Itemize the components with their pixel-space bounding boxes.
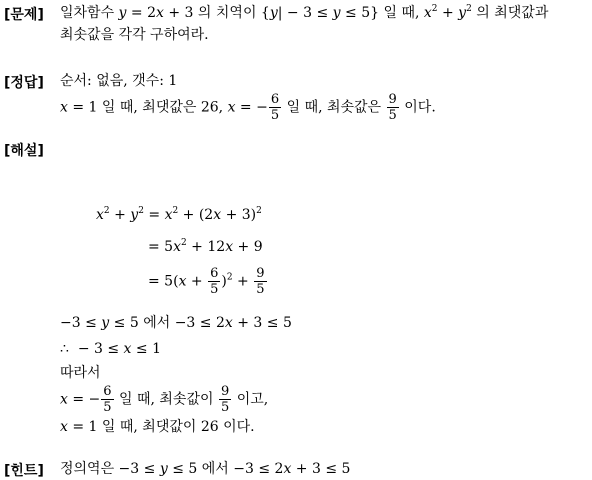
fraction-nine-fifths: $\frac{9}{5}$	[220, 384, 230, 415]
solution-min-line	[60, 384, 268, 415]
solution-min-text-a: 일 때, 최솟값이	[114, 391, 218, 408]
solution-therefore-line	[60, 340, 161, 358]
solution-range-text: 에서	[138, 315, 175, 331]
problem-text-d: 의 최댓값과	[471, 5, 549, 21]
answer-text-b: 일 때, 최솟값은	[282, 99, 386, 116]
fraction-nine-fifths: $\frac{9}{5}$	[256, 266, 265, 297]
hint-line	[60, 460, 350, 478]
solution-min-text-b: 이고,	[232, 391, 269, 408]
answer-text-a: 일 때, 최댓값은 26,	[97, 99, 228, 116]
y-range: −3 ≤ y ≤ 5	[60, 315, 139, 331]
problem-label: [문제]	[4, 7, 44, 23]
fraction-six-fifths: $\frac{6}{5}$	[270, 92, 280, 123]
fraction-six-fifths: $\frac{6}{5}$	[210, 266, 219, 297]
hint-text-a: 정의역은	[60, 461, 119, 477]
min-x: x = −	[60, 391, 101, 408]
answer-text-c: 이다.	[399, 99, 436, 116]
answer-x-min: x = −	[227, 99, 268, 116]
solution-eq-3: = 5(x + $\frac{6}{5}$ )$^2$ + $\frac{9}{5}$	[148, 266, 265, 297]
problem-line-1	[60, 4, 548, 22]
solution-eq-1: $x^2 + y^2 = x^2 + (2x + 3)^2$	[96, 206, 262, 223]
therefore-symbol: ∴	[60, 341, 69, 357]
hint-y-range: −3 ≤ y ≤ 5	[118, 461, 198, 477]
problem-text-c: 일 때,	[379, 5, 424, 21]
range-set: {y| − 3 ≤ y ≤ 5}	[260, 5, 380, 21]
solution-max-text: 일 때, 최댓값이 26 이다.	[97, 419, 255, 435]
hint-text-b: 에서	[197, 461, 234, 477]
answer-line-2	[60, 92, 436, 123]
fraction-nine-fifths: $\frac{9}{5}$	[388, 92, 397, 123]
hint-linear-range: −3 ≤ 2x + 3 ≤ 5	[233, 461, 351, 477]
solution-label: [해설]	[4, 143, 44, 159]
function-formula: y = 2x + 3	[118, 5, 194, 21]
max-x: x = 1	[60, 419, 98, 435]
problem-text-a: 일차함수	[60, 5, 119, 21]
problem-text-b: 의 치역이	[193, 5, 261, 21]
fraction-six-fifths: $\frac{6}{5}$	[103, 384, 112, 415]
solution-eq-2: = $5x^2 + 12x + 9$	[148, 238, 263, 255]
x-range: − 3 ≤ x ≤ 1	[68, 341, 161, 357]
solution-max-line	[60, 418, 255, 436]
solution-range-line	[60, 314, 292, 332]
answer-label: [정답]	[4, 75, 44, 91]
hint-label: [힌트]	[4, 463, 44, 479]
linear-range: −3 ≤ 2x + 3 ≤ 5	[174, 315, 292, 331]
target-expression: $x^2 + y^2$	[423, 4, 472, 21]
problem-line-2: 최솟값을 각각 구하여라.	[60, 27, 209, 43]
answer-line-1: 순서: 없음, 갯수: 1	[60, 73, 178, 89]
solution-ttarase: 따라서	[60, 365, 101, 381]
answer-x-max: x = 1	[60, 99, 98, 116]
